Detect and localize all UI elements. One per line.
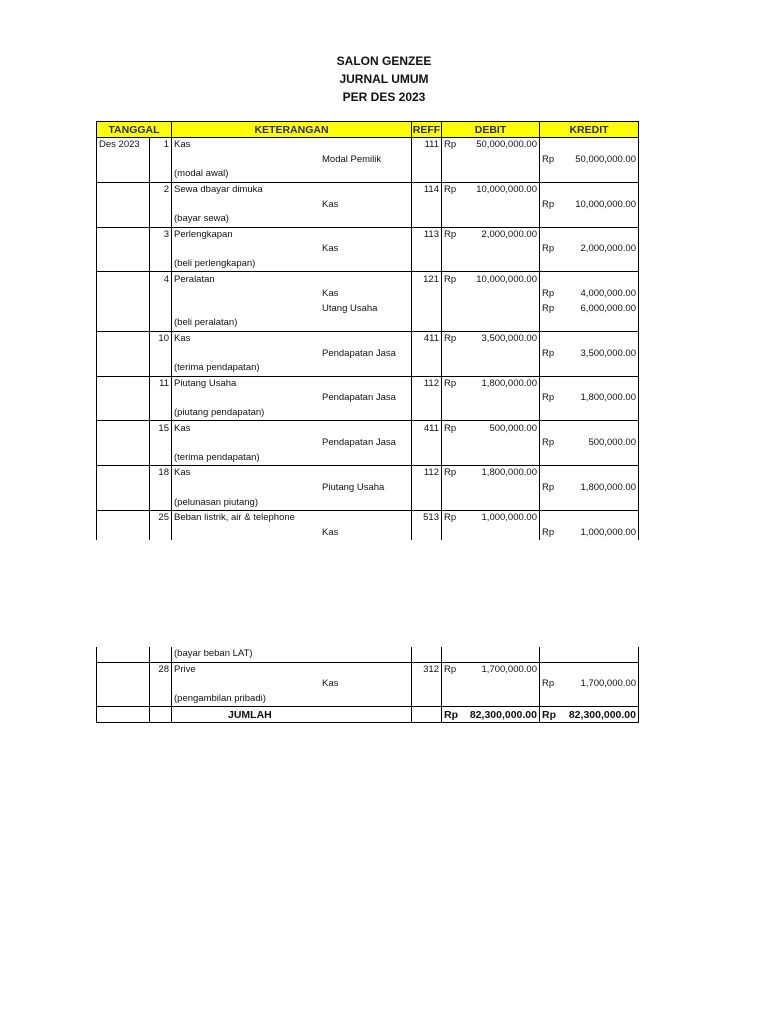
journal-line	[97, 376, 639, 391]
debit-amount: 1,800,000.00	[462, 376, 540, 391]
debit-currency	[442, 167, 462, 182]
day-cell: 4	[150, 272, 172, 287]
journal-line	[97, 302, 639, 317]
journal-line	[97, 677, 639, 692]
debit-currency	[442, 481, 462, 496]
journal-line	[97, 167, 639, 182]
debit-amount	[462, 212, 540, 227]
kredit-amount	[560, 331, 639, 346]
debit-amount	[462, 287, 540, 302]
kredit-currency	[540, 316, 560, 331]
journal-line	[97, 692, 639, 707]
column-header-tanggal: TANGGAL	[97, 122, 172, 138]
ref-cell	[412, 212, 442, 227]
debit-amount: 500,000.00	[462, 421, 540, 436]
journal-line	[97, 662, 639, 677]
ref-cell	[412, 525, 442, 540]
date-cell	[97, 481, 150, 496]
ref-cell	[412, 406, 442, 421]
debit-currency	[442, 647, 462, 662]
kredit-currency	[540, 182, 560, 197]
credit-account: Kas	[172, 287, 412, 302]
date-cell	[97, 242, 150, 257]
kredit-amount: 1,800,000.00	[560, 481, 639, 496]
journal-body-page-2	[97, 647, 639, 707]
kredit-amount	[560, 421, 639, 436]
day-cell	[150, 287, 172, 302]
day-cell	[150, 316, 172, 331]
ref-cell	[412, 450, 442, 465]
entry-note: (beli perlengkapan)	[172, 257, 412, 272]
debit-amount	[462, 436, 540, 451]
kredit-amount	[560, 647, 639, 662]
day-cell: 3	[150, 227, 172, 242]
credit-account: Pendapatan Jasa	[172, 346, 412, 361]
entry-note: (modal awal)	[172, 167, 412, 182]
journal-line	[97, 257, 639, 272]
debit-amount	[462, 525, 540, 540]
credit-account: Utang Usaha	[172, 302, 412, 317]
debit-currency	[442, 302, 462, 317]
debit-currency	[442, 495, 462, 510]
kredit-currency: Rp	[542, 288, 555, 300]
debit-amount	[462, 677, 540, 692]
date-cell	[97, 361, 150, 376]
kredit-currency	[540, 450, 560, 465]
day-cell	[150, 361, 172, 376]
entry-note: (beli peralatan)	[172, 316, 412, 331]
kredit-currency	[540, 647, 560, 662]
ref-cell: 411	[412, 421, 442, 436]
column-header-reff: REFF	[412, 123, 441, 136]
company-name: SALON GENZEE	[336, 54, 432, 68]
report-period: PER DES 2023	[342, 90, 426, 104]
column-header-keterangan: KETERANGAN	[172, 122, 412, 138]
debit-amount	[462, 153, 540, 168]
day-cell	[150, 197, 172, 212]
debit-account: Kas	[172, 138, 412, 153]
kredit-currency	[540, 227, 560, 242]
date-cell	[97, 272, 150, 287]
debit-amount: 1,700,000.00	[462, 662, 540, 677]
day-cell: 1	[150, 138, 172, 153]
entry-note: (bayar beban LAT)	[172, 647, 412, 662]
kredit-amount	[560, 495, 639, 510]
kredit-currency: Rp	[542, 153, 555, 165]
total-debit-currency: Rp	[442, 707, 462, 723]
kredit-amount: 50,000,000.00	[560, 153, 639, 168]
debit-amount: 1,000,000.00	[462, 510, 540, 525]
journal-line	[97, 227, 639, 242]
debit-amount: 10,000,000.00	[462, 182, 540, 197]
ref-cell	[412, 197, 442, 212]
credit-account: Kas	[172, 525, 412, 540]
kredit-amount	[560, 692, 639, 707]
kredit-currency	[540, 510, 560, 525]
date-cell: Des 2023	[97, 138, 150, 153]
ref-cell: 121	[412, 272, 442, 287]
kredit-currency	[540, 406, 560, 421]
journal-line	[97, 331, 639, 346]
day-cell: 11	[150, 376, 172, 391]
debit-currency	[442, 677, 462, 692]
journal-line	[97, 391, 639, 406]
debit-currency	[442, 197, 462, 212]
debit-currency: Rp	[444, 228, 457, 240]
date-cell	[97, 647, 150, 662]
debit-amount: 2,000,000.00	[462, 227, 540, 242]
debit-currency	[442, 287, 462, 302]
debit-currency: Rp	[444, 139, 457, 151]
ref-cell: 513	[412, 510, 442, 525]
ref-cell	[412, 167, 442, 182]
kredit-amount: 4,000,000.00	[560, 287, 639, 302]
kredit-amount	[560, 167, 639, 182]
credit-account: Kas	[172, 677, 412, 692]
debit-currency: Rp	[444, 377, 457, 389]
date-cell	[97, 182, 150, 197]
debit-account: Kas	[172, 421, 412, 436]
ref-cell	[412, 302, 442, 317]
kredit-currency: Rp	[542, 678, 555, 690]
debit-currency	[442, 212, 462, 227]
ref-cell: 111	[412, 138, 442, 153]
ref-cell	[412, 153, 442, 168]
day-cell: 2	[150, 182, 172, 197]
debit-currency	[442, 391, 462, 406]
day-cell: 10	[150, 331, 172, 346]
kredit-currency	[540, 167, 560, 182]
credit-account: Pendapatan Jasa	[172, 391, 412, 406]
date-cell	[97, 466, 150, 481]
journal-line	[97, 316, 639, 331]
journal-line	[97, 361, 639, 376]
kredit-currency	[540, 257, 560, 272]
kredit-amount	[560, 257, 639, 272]
kredit-amount: 500,000.00	[560, 436, 639, 451]
day-cell	[150, 302, 172, 317]
debit-currency	[442, 692, 462, 707]
journal-line	[97, 138, 639, 153]
credit-account: Modal Pemilik	[172, 153, 412, 168]
ref-cell	[412, 257, 442, 272]
date-cell	[97, 376, 150, 391]
date-cell	[97, 436, 150, 451]
kredit-amount	[560, 316, 639, 331]
entry-note: (pengambilan pribadi)	[172, 692, 412, 707]
debit-amount: 3,500,000.00	[462, 331, 540, 346]
kredit-amount: 10,000,000.00	[560, 197, 639, 212]
kredit-currency	[540, 376, 560, 391]
day-cell	[150, 346, 172, 361]
date-cell	[97, 197, 150, 212]
debit-amount	[462, 242, 540, 257]
debit-currency: Rp	[444, 663, 457, 675]
ref-cell: 114	[412, 182, 442, 197]
total-kredit-currency: Rp	[540, 707, 560, 723]
kredit-amount	[560, 466, 639, 481]
debit-currency	[442, 346, 462, 361]
ref-cell	[412, 391, 442, 406]
kredit-currency: Rp	[542, 302, 555, 314]
kredit-amount: 1,700,000.00	[560, 677, 639, 692]
debit-amount	[462, 692, 540, 707]
kredit-amount: 1,000,000.00	[560, 525, 639, 540]
total-label: JUMLAH	[172, 707, 412, 723]
entry-note: (pelunasan piutang)	[172, 495, 412, 510]
day-cell	[150, 495, 172, 510]
date-cell	[97, 257, 150, 272]
journal-line	[97, 182, 639, 197]
date-cell	[97, 450, 150, 465]
debit-currency: Rp	[444, 467, 457, 479]
debit-currency: Rp	[444, 512, 457, 524]
kredit-amount: 2,000,000.00	[560, 242, 639, 257]
kredit-amount	[560, 212, 639, 227]
journal-line	[97, 421, 639, 436]
date-cell	[97, 525, 150, 540]
kredit-amount	[560, 406, 639, 421]
day-cell	[150, 481, 172, 496]
kredit-amount	[560, 272, 639, 287]
journal-line	[97, 450, 639, 465]
journal-line	[97, 272, 639, 287]
debit-amount	[462, 346, 540, 361]
kredit-currency	[540, 212, 560, 227]
day-cell	[150, 450, 172, 465]
debit-amount	[462, 167, 540, 182]
debit-account: Piutang Usaha	[172, 376, 412, 391]
total-row	[97, 707, 639, 723]
ref-cell	[412, 677, 442, 692]
date-cell	[97, 662, 150, 677]
debit-amount	[462, 302, 540, 317]
day-cell	[150, 257, 172, 272]
date-cell	[97, 287, 150, 302]
kredit-currency	[540, 692, 560, 707]
kredit-currency: Rp	[542, 437, 555, 449]
journal-line	[97, 242, 639, 257]
ref-cell	[412, 692, 442, 707]
journal-table	[96, 121, 639, 540]
journal-line	[97, 510, 639, 525]
ref-cell	[412, 316, 442, 331]
ref-cell	[412, 242, 442, 257]
credit-account: Piutang Usaha	[172, 481, 412, 496]
report-title: JURNAL UMUM	[339, 72, 429, 86]
journal-table-continued	[96, 647, 639, 723]
credit-account: Kas	[172, 242, 412, 257]
debit-amount	[462, 391, 540, 406]
journal-line	[97, 436, 639, 451]
ref-cell	[412, 481, 442, 496]
kredit-currency: Rp	[542, 392, 555, 404]
date-cell	[97, 495, 150, 510]
entry-note: (piutang pendapatan)	[172, 406, 412, 421]
kredit-amount	[560, 182, 639, 197]
debit-currency: Rp	[444, 273, 457, 285]
journal-line	[97, 287, 639, 302]
ref-cell: 113	[412, 227, 442, 242]
debit-amount	[462, 647, 540, 662]
debit-account: Sewa dbayar dimuka	[172, 182, 412, 197]
debit-account: Kas	[172, 331, 412, 346]
debit-account: Prive	[172, 662, 412, 677]
debit-currency	[442, 242, 462, 257]
journal-line	[97, 153, 639, 168]
date-cell	[97, 510, 150, 525]
debit-currency: Rp	[444, 422, 457, 434]
date-cell	[97, 212, 150, 227]
debit-amount	[462, 406, 540, 421]
ref-cell: 411	[412, 331, 442, 346]
day-cell	[150, 436, 172, 451]
credit-account: Pendapatan Jasa	[172, 436, 412, 451]
journal-line	[97, 481, 639, 496]
kredit-currency: Rp	[542, 526, 555, 538]
debit-currency	[442, 436, 462, 451]
column-header-kredit: KREDIT	[540, 122, 639, 138]
kredit-currency	[540, 662, 560, 677]
debit-account: Peralatan	[172, 272, 412, 287]
debit-currency: Rp	[444, 333, 457, 345]
day-cell: 28	[150, 662, 172, 677]
ref-cell	[412, 361, 442, 376]
day-cell	[150, 406, 172, 421]
debit-currency	[442, 450, 462, 465]
debit-currency	[442, 406, 462, 421]
kredit-amount	[560, 138, 639, 153]
journal-body-page-1	[97, 138, 639, 541]
kredit-amount: 6,000,000.00	[560, 302, 639, 317]
day-cell: 18	[150, 466, 172, 481]
debit-amount: 10,000,000.00	[462, 272, 540, 287]
journal-line	[97, 197, 639, 212]
date-cell	[97, 302, 150, 317]
debit-amount	[462, 257, 540, 272]
kredit-currency	[540, 138, 560, 153]
journal-line	[97, 406, 639, 421]
journal-line	[97, 346, 639, 361]
journal-line	[97, 647, 639, 662]
total-debit: 82,300,000.00	[462, 707, 540, 723]
debit-amount: 1,800,000.00	[462, 466, 540, 481]
debit-currency: Rp	[444, 184, 457, 196]
ref-cell	[412, 346, 442, 361]
kredit-currency: Rp	[542, 198, 555, 210]
ref-cell: 312	[412, 662, 442, 677]
debit-currency	[442, 316, 462, 331]
kredit-amount	[560, 227, 639, 242]
debit-amount: 50,000,000.00	[462, 138, 540, 153]
date-cell	[97, 346, 150, 361]
debit-currency	[442, 361, 462, 376]
journal-line	[97, 525, 639, 540]
journal-line	[97, 212, 639, 227]
kredit-currency	[540, 421, 560, 436]
total-kredit: 82,300,000.00	[560, 707, 639, 723]
kredit-currency: Rp	[542, 243, 555, 255]
debit-amount	[462, 197, 540, 212]
debit-currency	[442, 525, 462, 540]
kredit-amount	[560, 376, 639, 391]
debit-currency	[442, 153, 462, 168]
journal-line	[97, 466, 639, 481]
credit-account: Kas	[172, 197, 412, 212]
kredit-currency	[540, 466, 560, 481]
ref-cell: 112	[412, 466, 442, 481]
day-cell	[150, 677, 172, 692]
entry-note: (bayar sewa)	[172, 212, 412, 227]
kredit-amount: 1,800,000.00	[560, 391, 639, 406]
date-cell	[97, 167, 150, 182]
date-cell	[97, 316, 150, 331]
debit-amount	[462, 495, 540, 510]
debit-currency	[442, 257, 462, 272]
date-cell	[97, 421, 150, 436]
ref-cell	[412, 436, 442, 451]
debit-amount	[462, 361, 540, 376]
ref-cell	[412, 495, 442, 510]
debit-account: Kas	[172, 466, 412, 481]
kredit-amount	[560, 662, 639, 677]
date-cell	[97, 331, 150, 346]
entry-note: (terima pendapatan)	[172, 361, 412, 376]
kredit-currency: Rp	[542, 347, 555, 359]
kredit-amount: 3,500,000.00	[560, 346, 639, 361]
ref-cell: 112	[412, 376, 442, 391]
day-cell	[150, 167, 172, 182]
day-cell	[150, 525, 172, 540]
ref-cell	[412, 647, 442, 662]
day-cell	[150, 647, 172, 662]
day-cell	[150, 391, 172, 406]
date-cell	[97, 227, 150, 242]
date-cell	[97, 391, 150, 406]
day-cell: 15	[150, 421, 172, 436]
day-cell	[150, 242, 172, 257]
day-cell: 25	[150, 510, 172, 525]
kredit-currency	[540, 331, 560, 346]
kredit-currency	[540, 272, 560, 287]
column-header-debit: DEBIT	[442, 122, 540, 138]
date-cell	[97, 406, 150, 421]
kredit-currency	[540, 361, 560, 376]
day-cell	[150, 153, 172, 168]
debit-amount	[462, 481, 540, 496]
date-cell	[97, 692, 150, 707]
entry-note: (terima pendapatan)	[172, 450, 412, 465]
kredit-amount	[560, 450, 639, 465]
debit-amount	[462, 450, 540, 465]
kredit-currency: Rp	[542, 481, 555, 493]
day-cell	[150, 692, 172, 707]
kredit-currency	[540, 495, 560, 510]
date-cell	[97, 153, 150, 168]
kredit-amount	[560, 510, 639, 525]
kredit-amount	[560, 361, 639, 376]
debit-account: Perlengkapan	[172, 227, 412, 242]
day-cell	[150, 212, 172, 227]
date-cell	[97, 677, 150, 692]
ref-cell	[412, 287, 442, 302]
debit-account: Beban listrik, air & telephone	[172, 510, 412, 525]
journal-line	[97, 495, 639, 510]
debit-amount	[462, 316, 540, 331]
